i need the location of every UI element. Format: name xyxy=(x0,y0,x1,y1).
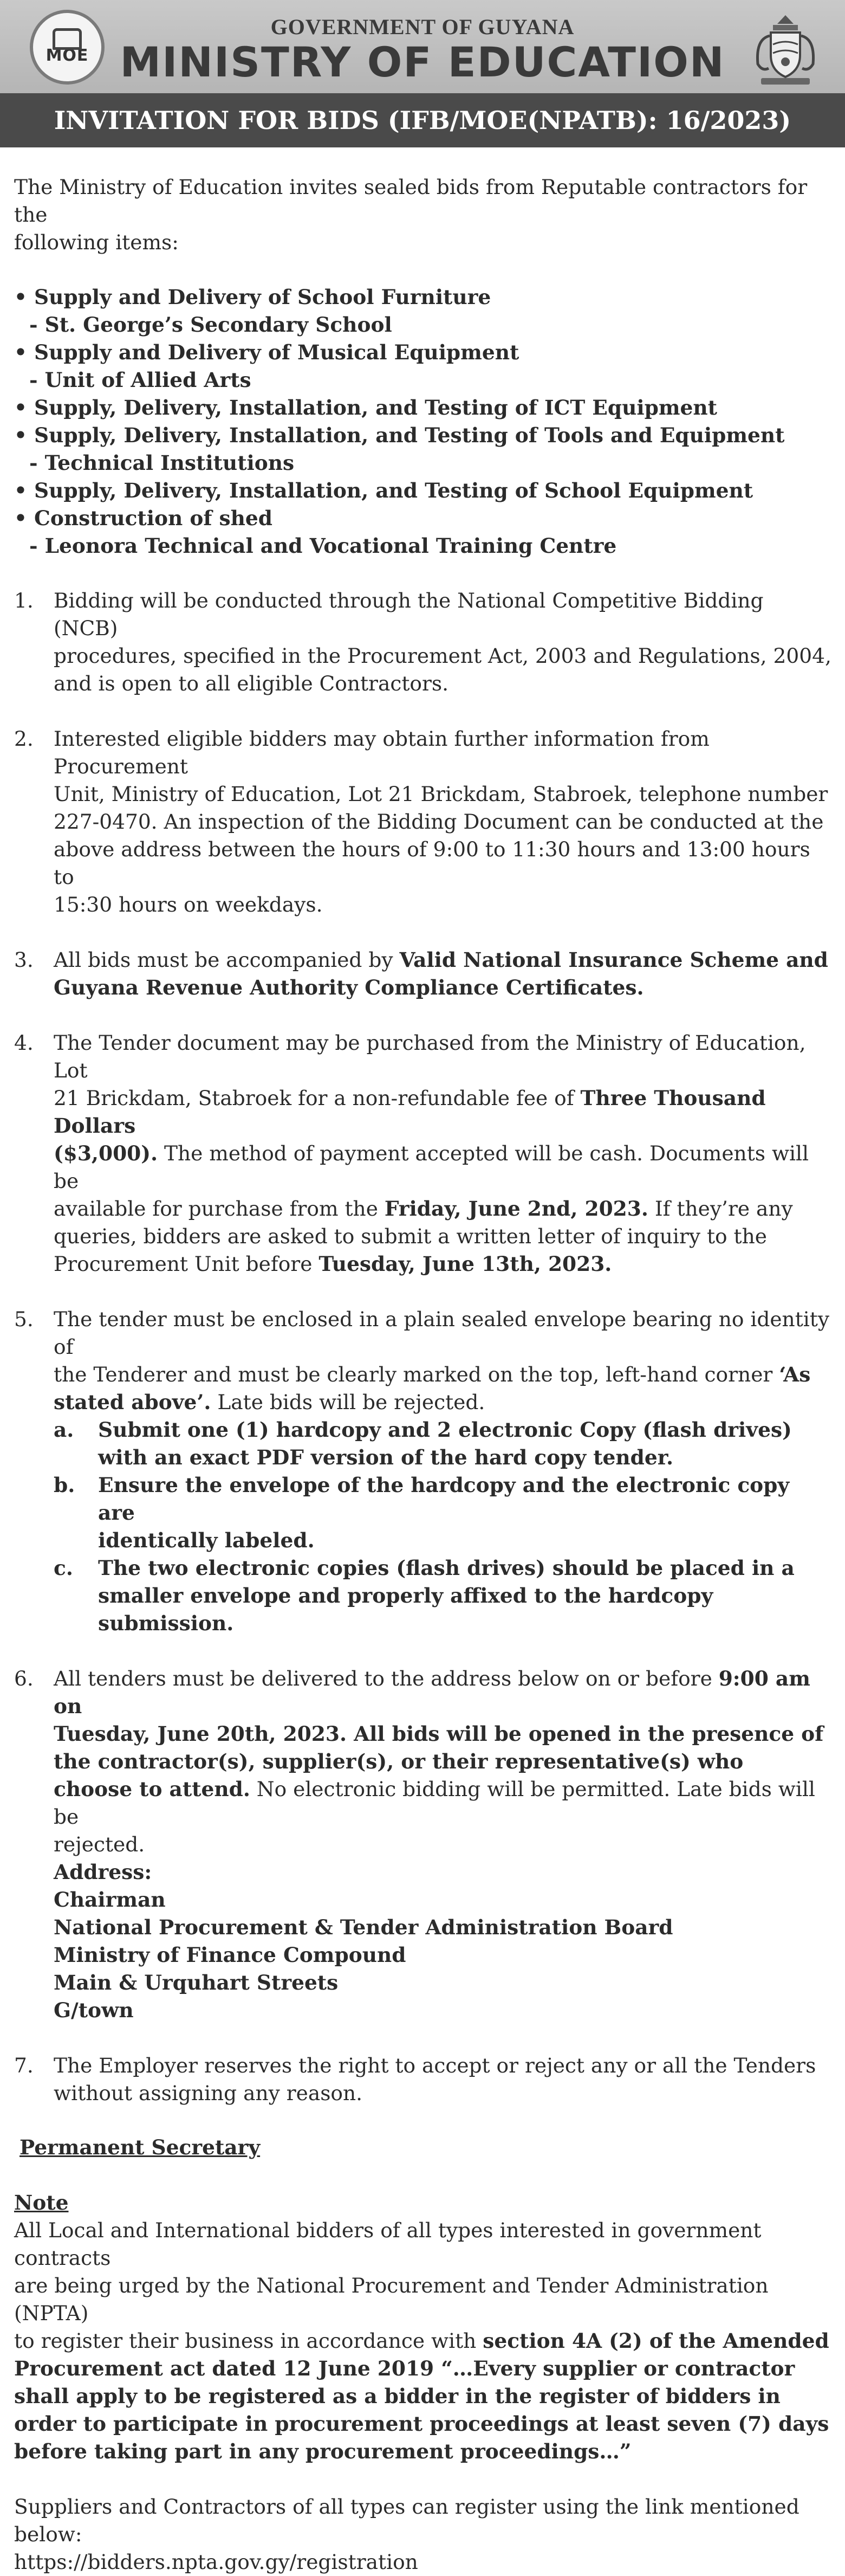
bold-span: choose to attend. xyxy=(54,1777,250,1801)
list-subitem: - Leonora Technical and Vocational Training Centre xyxy=(29,534,617,558)
text-line: The Employer reserves the right to accept or reject any or all the Tenders xyxy=(54,2054,816,2077)
registration-link[interactable]: https://bidders.npta.gov.gy/registration xyxy=(14,2550,418,2574)
list-subitem: - Technical Institutions xyxy=(29,451,295,475)
clause-number: 3. xyxy=(14,948,34,972)
text-span: to register their business in accordance with xyxy=(14,2329,483,2353)
list-item: • Construction of shed xyxy=(14,506,272,530)
sublist-item-c xyxy=(54,1554,832,1637)
text-line xyxy=(54,1250,832,1278)
clause-6 xyxy=(14,1665,832,2024)
list-item: • Supply and Delivery of Musical Equipment xyxy=(14,340,519,364)
text-line: and is open to all eligible Contractors. xyxy=(54,672,449,695)
clause-number: 7. xyxy=(14,2054,34,2077)
clause-5 xyxy=(14,1306,832,1637)
text-line: the contractor(s), supplier(s), or their representative(s) who xyxy=(54,1749,744,1773)
purchase-date: Friday, June 2nd, 2023. xyxy=(384,1197,648,1221)
text-line: Ensure the envelope of the hardcopy and the electronic copy are xyxy=(98,1473,790,1525)
delivery-address xyxy=(54,1858,832,2024)
text-line: queries, bidders are asked to submit a written letter of inquiry to the xyxy=(54,1224,767,1248)
text-span: available for purchase from the xyxy=(54,1197,385,1221)
bold-span: stated above’. xyxy=(54,1390,211,1414)
sublist-letter: b. xyxy=(54,1473,75,1497)
text-line: are being urged by the National Procurement and Tender Administration (NPTA) xyxy=(14,2274,769,2325)
text-line: Submit one (1) hardcopy and 2 electronic Copy (flash drives) xyxy=(98,1418,792,1442)
list-item: • Supply, Delivery, Installation, and Testing of ICT Equipment xyxy=(14,396,717,419)
text-line: The Ministry of Education invites sealed bids from Reputable contractors for the xyxy=(14,175,808,227)
registration-footer xyxy=(14,2493,832,2576)
note-title: Note xyxy=(14,2191,69,2215)
text-line: with an exact PDF version of the hard copy tender. xyxy=(98,1445,674,1469)
text-line: Suppliers and Contractors of all types can register using the link mentioned below: xyxy=(14,2495,800,2546)
government-title: GOVERNMENT OF GUYANA xyxy=(270,15,575,39)
notice-body xyxy=(14,173,832,2576)
text-span: If they’re any xyxy=(648,1197,793,1221)
text-line xyxy=(54,946,832,974)
text-line: The tender must be enclosed in a plain sealed envelope bearing no identity of xyxy=(54,1307,830,1359)
fee-words: Three Thousand Dollars xyxy=(54,1086,766,1138)
text-line: Guyana Revenue Authority Compliance Certificates. xyxy=(54,976,644,999)
text-line: All Local and International bidders of all types interested in government contracts xyxy=(14,2218,762,2270)
text-line: Tuesday, June 20th, 2023. All bids will be opened in the presence of xyxy=(54,1722,824,1746)
intro-paragraph xyxy=(14,173,832,256)
fee-amount: ($3,000). xyxy=(54,1141,158,1165)
text-line: Interested eligible bidders may obtain further information from Procurement xyxy=(54,727,710,778)
coat-of-arms-icon xyxy=(750,12,821,87)
clause-1 xyxy=(14,587,832,698)
text-line: rejected. xyxy=(54,1832,145,1856)
clause-number: 1. xyxy=(14,589,34,612)
bold-span: section 4A (2) of the Amended xyxy=(483,2329,829,2353)
logo-text: MOE xyxy=(46,46,89,65)
ministry-title: MINISTRY OF EDUCATION xyxy=(120,38,725,86)
address-line: Chairman xyxy=(54,1888,166,1912)
text-line: smaller envelope and properly affixed to the hardcopy xyxy=(98,1584,713,1607)
text-line xyxy=(54,1389,832,1416)
text-line: identically labeled. xyxy=(98,1528,315,1552)
clause-number: 5. xyxy=(14,1307,34,1331)
sublist-letter: c. xyxy=(54,1556,73,1580)
text-line xyxy=(54,1361,832,1389)
clause-3 xyxy=(14,946,832,1002)
header xyxy=(0,0,845,93)
address-line: G/town xyxy=(54,1998,134,2022)
bold-span: Valid National Insurance Scheme and xyxy=(399,948,828,972)
clause-number: 6. xyxy=(14,1667,34,1690)
note-section xyxy=(14,2189,832,2465)
text-line xyxy=(54,1195,832,1223)
text-line: shall apply to be registered as a bidder in the register of bidders in xyxy=(14,2384,781,2408)
inquiry-deadline: Tuesday, June 13th, 2023. xyxy=(318,1252,612,1276)
text-span: No electronic bidding will be permitted. Late bids will be xyxy=(54,1777,815,1829)
text-span: Procurement Unit before xyxy=(54,1252,319,1276)
clause-number: 4. xyxy=(14,1031,34,1055)
text-line: without assigning any reason. xyxy=(54,2081,363,2105)
clause-2 xyxy=(14,725,832,919)
clause-7 xyxy=(14,2052,832,2107)
text-line: 15:30 hours on weekdays. xyxy=(54,893,323,916)
sublist-item-b xyxy=(54,1471,832,1554)
list-subitem: - Unit of Allied Arts xyxy=(29,368,251,392)
permanent-secretary: Permanent Secretary xyxy=(20,2135,261,2159)
address-line: Ministry of Finance Compound xyxy=(54,1943,406,1967)
text-line: following items: xyxy=(14,230,179,254)
text-line xyxy=(14,2327,832,2355)
text-line xyxy=(54,1665,832,1720)
clause-4 xyxy=(14,1029,832,1278)
text-span: All tenders must be delivered to the address below on or before xyxy=(54,1667,719,1690)
text-line: procedures, specified in the Procurement Act, 2003 and Regulations, 2004, xyxy=(54,644,831,668)
sublist-item-a xyxy=(54,1416,832,1471)
text-line: The two electronic copies (flash drives) should be placed in a xyxy=(98,1556,795,1580)
clause-number: 2. xyxy=(14,727,34,751)
text-line: Bidding will be conducted through the National Competitive Bidding (NCB) xyxy=(54,589,764,640)
items-list xyxy=(14,283,832,560)
list-item: • Supply and Delivery of School Furniture xyxy=(14,285,491,309)
text-line: before taking part in any procurement proceedings…” xyxy=(14,2439,632,2463)
address-line: Address: xyxy=(54,1860,152,1884)
text-line xyxy=(54,1140,832,1195)
bold-span: ‘As xyxy=(779,1363,811,1386)
text-span: The method of payment accepted will be cash. Documents will be xyxy=(54,1141,809,1193)
text-line: Unit, Ministry of Education, Lot 21 Brickdam, Stabroek, telephone number xyxy=(54,782,828,806)
list-item: • Supply, Delivery, Installation, and Testing of School Equipment xyxy=(14,479,753,502)
address-line: Main & Urquhart Streets xyxy=(54,1971,339,1994)
address-line: National Procurement & Tender Administration Board xyxy=(54,1915,673,1939)
text-line: above address between the hours of 9:00 to 11:30 hours and 13:00 hours to xyxy=(54,837,810,889)
text-span: Late bids will be rejected. xyxy=(211,1390,485,1414)
ifb-banner: INVITATION FOR BIDS (IFB/MOE(NPATB): 16/2023) xyxy=(0,93,845,147)
text-line: Procurement act dated 12 June 2019 “…Every supplier or contractor xyxy=(14,2357,795,2380)
text-line: 227-0470. An inspection of the Bidding Document can be conducted at the xyxy=(54,810,824,834)
sublist-letter: a. xyxy=(54,1418,74,1442)
deadline-time: 9:00 am on xyxy=(54,1667,810,1718)
submission-sublist xyxy=(54,1416,832,1637)
text-line: order to participate in procurement proceedings at least seven (7) days xyxy=(14,2412,829,2436)
text-span: All bids must be accompanied by xyxy=(54,948,400,972)
text-line xyxy=(54,1776,832,1831)
list-item: • Supply, Delivery, Installation, and Testing of Tools and Equipment xyxy=(14,423,785,447)
list-subitem: - St. George’s Secondary School xyxy=(29,313,392,337)
text-span: the Tenderer and must be clearly marked on the top, left-hand corner xyxy=(54,1363,779,1386)
text-span: 21 Brickdam, Stabroek for a non-refundable fee of xyxy=(54,1086,581,1110)
text-line: The Tender document may be purchased from the Ministry of Education, Lot xyxy=(54,1031,806,1082)
text-line xyxy=(54,1084,832,1140)
text-line: submission. xyxy=(98,1611,234,1635)
